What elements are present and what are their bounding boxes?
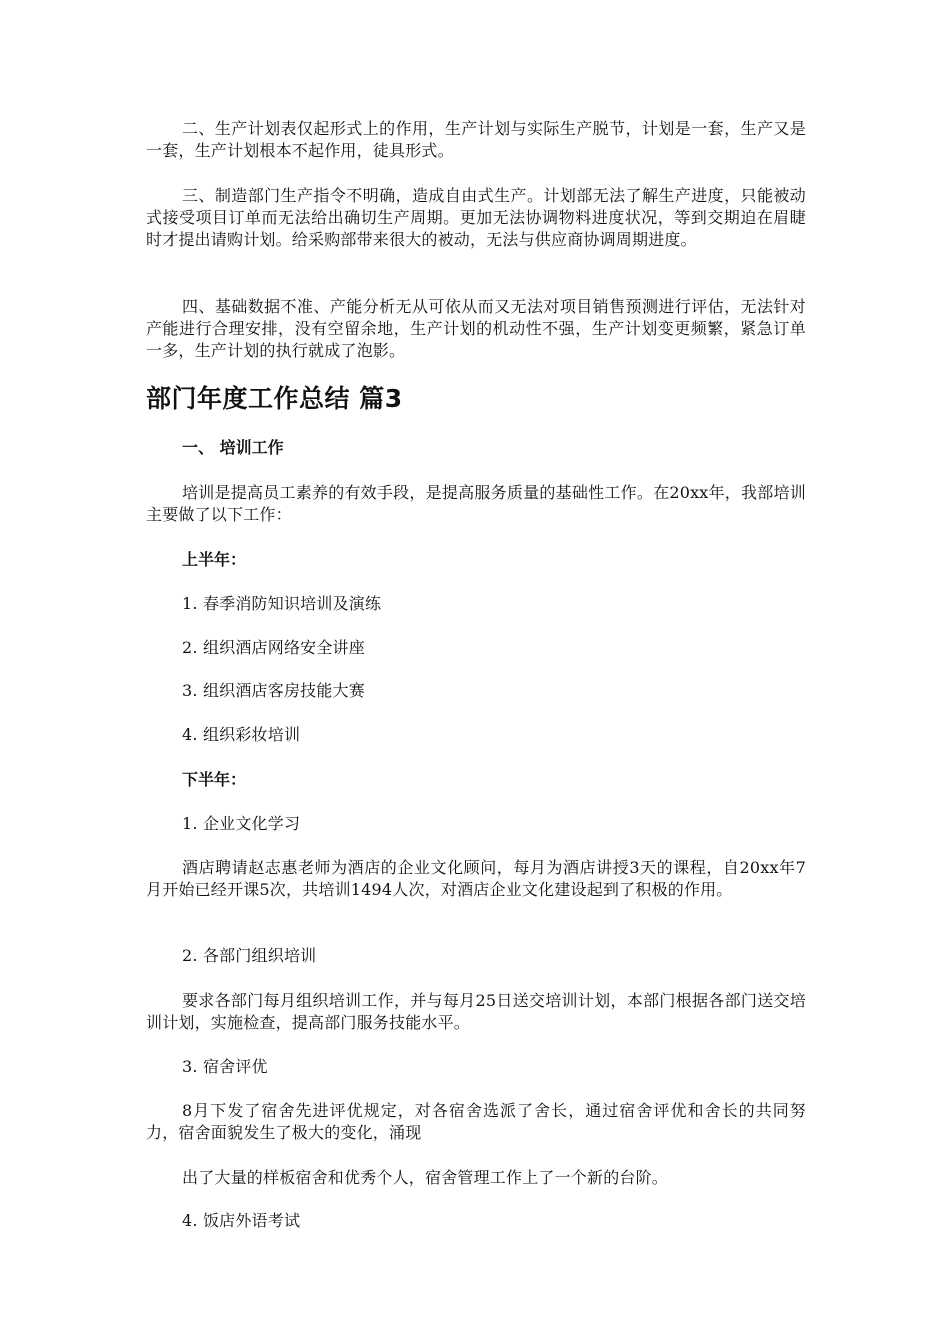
label-first-half: 上半年：: [182, 550, 247, 569]
paragraph-base-data: 四、基础数据不准、产能分析无从可依从而又无法对项目销售预测进行评估，无法针对产能进行合理安排，没有空留余地，生产计划的机动性不强，生产计划变更频繁，紧急订单一多，生产计划的执行就成了泡影。: [146, 297, 806, 360]
paragraph-dorm-2: 出了大量的样板宿舍和优秀个人，宿舍管理工作上了一个新的台阶。: [182, 1168, 669, 1187]
label-second-half: 下半年：: [182, 770, 247, 789]
paragraph-production-orders: 三、制造部门生产指令不明确，造成自由式生产。计划部无法了解生产进度，只能被动式接受项目订单而无法给出确切生产周期。更加无法协调物料进度状况，等到交期迫在眉睫时才提出请购计划。给采购部带来很大的被动，无法与供应商协调周期进度。: [146, 186, 806, 249]
list-item: 4. 组织彩妆培训: [182, 725, 301, 744]
paragraph-training-intro: 培训是提高员工素养的有效手段，是提高服务质量的基础性工作。在20xx年，我部培训主要做了以下工作：: [146, 483, 806, 524]
paragraph-dept-training: 要求各部门每月组织培训工作，并与每月25日送交培训计划，本部门根据各部门送交培训计划，实施检查，提高部门服务技能水平。: [146, 991, 806, 1032]
paragraph-plan-form: 二、生产计划表仅起形式上的作用，生产计划与实际生产脱节，计划是一套，生产又是一套，生产计划根本不起作用，徒具形式。: [146, 119, 806, 160]
section-heading: 部门年度工作总结 篇3: [146, 384, 403, 413]
list-item-dept-training: 2. 各部门组织培训: [182, 946, 317, 965]
list-item: 1. 春季消防知识培训及演练: [182, 594, 382, 613]
list-item-language-exam: 4. 饭店外语考试: [182, 1211, 301, 1230]
list-item-culture: 1. 企业文化学习: [182, 814, 301, 833]
subheading-training: 一、 培训工作: [182, 438, 284, 457]
paragraph-culture: 酒店聘请赵志惠老师为酒店的企业文化顾问，每月为酒店讲授3天的课程，自20xx年7月开始已经开课5次，共培训1494人次，对酒店企业文化建设起到了积极的作用。: [146, 858, 806, 899]
paragraph-dorm-1: 8月下发了宿舍先进评优规定，对各宿舍选派了舍长，通过宿舍评优和舍长的共同努力，宿舍面貌发生了极大的变化，涌现: [146, 1101, 806, 1142]
list-item-dorm: 3. 宿舍评优: [182, 1057, 268, 1076]
list-item: 3. 组织酒店客房技能大赛: [182, 681, 365, 700]
list-item: 2. 组织酒店网络安全讲座: [182, 638, 365, 657]
